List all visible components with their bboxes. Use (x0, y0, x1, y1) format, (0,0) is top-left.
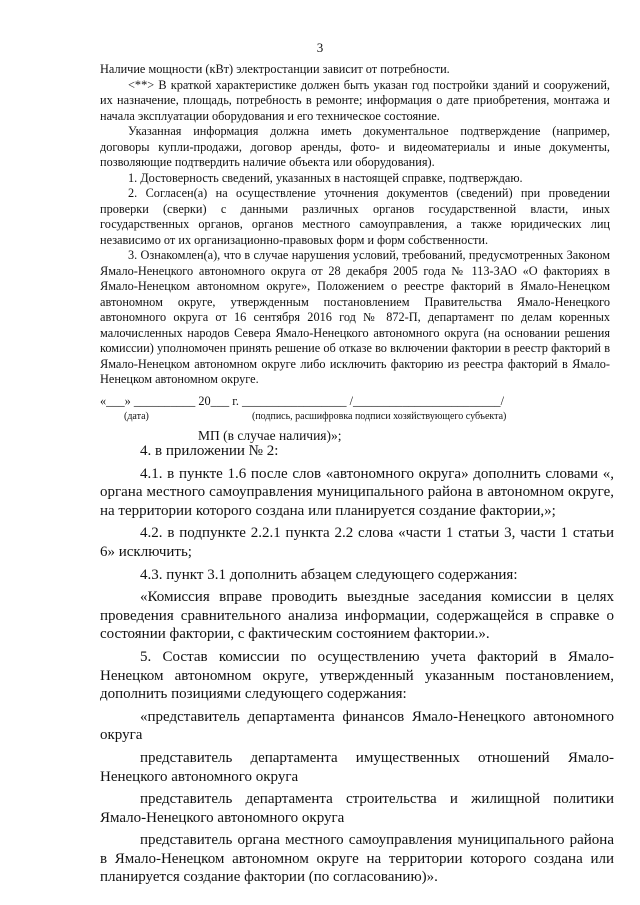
date-caption: (дата) (124, 411, 149, 422)
amendment-4-1: 4.1. в пункте 1.6 после слов «автономного округа» дополнить словами «, органа местного самоуправления муниципального района в автономном округе, на территории которого создана или планируется создание фактории,»; (100, 465, 614, 519)
amendment-4-2: 4.2. в подпункте 2.2.1 пункта 2.2 слова «части 1 статьи 3, части 1 статьи 6» исключить; (100, 525, 614, 560)
amendment-5: 5. Состав комиссии по осуществлению учета факторий в Ямало-Ненецком автономном округе, утвержденный указанным постановлением, дополнить позициями следующего содержания: (100, 648, 614, 703)
note-documents: Указанная информация должна иметь документальное подтверждение (например, договоры купли-продажи, договор аренды, фото- и видеоматериалы и иные документы, позволяющие подтвердить наличие объекта или оборудования). (100, 124, 610, 169)
member-construction: представитель департамента строительства и жилищной политики Ямало-Ненецкого автономного округа (100, 791, 614, 826)
page-number: 3 (316, 40, 324, 55)
acknowledgement-3: 3. Ознакомлен(а), что в случае нарушения условий, требований, предусмотренных Законом Ямало-Ненецкого автономного округа от 28 декабря 2005 года № 113-ЗАО «О факториях в Ямало-Ненецком автономном округе», Положением о реестре факторий в Ямало-Ненецком автономном округе, утвержденным постановлением Правительства Ямало-Ненецкого автономного округа от 16 сентября 2016 год № 872-П, департамент по делам коренных малочисленных народов Севера Ямало-Ненецкого автономного округа (на основании решения комиссии) уполномочен принять решение об отказе во включении фактории в реестр факторий в Ямало-Ненецком автономном округе либо исключить факторию из реестра факторий в Ямало-Ненецком автономном округе. (100, 248, 610, 386)
amendment-4: 4. в приложении № 2: (140, 443, 279, 459)
member-property: представитель департамента имущественных отношений Ямало-Ненецкого автономного округа (100, 749, 614, 785)
note-characteristics: <**> В краткой характеристике должен быть указан год постройки зданий и сооружений, их назначение, площадь, потребность в ремонте; информация о дате приобретения, монтажа и начала эксплуатации оборудования и его техническое состояние. (100, 77, 610, 123)
signature-line: «___» __________ 20___ г. _________________ /________________________/ (100, 394, 504, 408)
member-finance: «представитель департамента финансов Ямало-Ненецкого автономного округа (100, 708, 614, 744)
note-power: Наличие мощности (кВт) электростанции зависит от потребности. (100, 62, 450, 76)
amendments-section (100, 442, 614, 891)
consent-2: 2. Согласен(а) на осуществление уточнения документов (сведений) при проведении проверки (сверки) с данными различных органов государственной власти, иных государственных органов, органов местного самоуправления, а также юридических лиц независимо от их организационно-правовых форм и форм собственности. (100, 186, 610, 247)
confirmation-1: 1. Достоверность сведений, указанных в настоящей справке, подтверждаю. (128, 170, 523, 185)
amendment-4-3: 4.3. пункт 3.1 дополнить абзацем следующего содержания: (140, 566, 518, 583)
stamp-note: МП (в случае наличия)»; (198, 428, 342, 443)
signature-caption: (подпись, расшифровка подписи хозяйствующего субъекта) (252, 411, 507, 422)
notes-section (100, 62, 610, 388)
member-local-government: представитель органа местного самоуправления муниципального района в Ямало-Ненецком автономном округе на территории которого создана или планируется создание фактории (по согласованию)». (100, 832, 614, 886)
amendment-4-3-text: «Комиссия вправе проводить выездные заседания комиссии в целях проведения сравнительного анализа информации, содержащейся в справке о состоянии фактории, с фактическим состоянием фактории.». (100, 589, 614, 643)
